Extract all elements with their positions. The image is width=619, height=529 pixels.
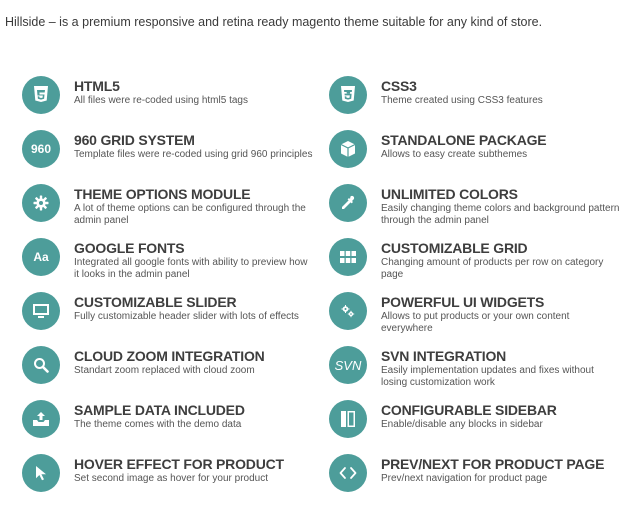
feature-title: SAMPLE DATA INCLUDED	[74, 402, 245, 418]
gear-icon	[22, 184, 60, 222]
feature-description: Allows to put products or your own content everywhere	[381, 311, 570, 334]
feature-title: PREV/NEXT FOR PRODUCT PAGE	[381, 456, 605, 472]
feature-description: Integrated all google fonts with ability to preview how it looks in the admin panel	[74, 257, 308, 280]
feature-item	[307, 400, 602, 454]
feature-description: Set second image as hover for your product	[74, 473, 268, 484]
icon-label: Aa	[33, 250, 49, 264]
feature-item	[307, 130, 602, 184]
icon-label: SVN	[334, 357, 362, 373]
feature-description: Fully customizable header slider with lots of effects	[74, 311, 299, 322]
box-icon	[329, 130, 367, 168]
font-icon	[22, 238, 60, 276]
feature-description: A lot of theme options can be configured through the admin panel	[74, 203, 306, 226]
eyedropper-icon	[329, 184, 367, 222]
feature-title: UNLIMITED COLORS	[381, 186, 518, 202]
feature-description: Easily implementation updates and fixes without losing customization work	[381, 365, 594, 388]
intro-text: Hillside – is a premium responsive and retina ready magento theme suitable for any kind of store.	[5, 15, 543, 29]
feature-description: Easily changing theme colors and background pattern through the admin panel	[381, 203, 619, 226]
feature-title: HOVER EFFECT FOR PRODUCT	[74, 456, 284, 472]
feature-description: The theme comes with the demo data	[74, 419, 242, 430]
html5-icon	[22, 76, 60, 114]
feature-description: Theme created using CSS3 features	[381, 95, 543, 106]
feature-item	[0, 292, 299, 346]
feature-item	[307, 184, 619, 238]
svn-icon	[329, 346, 367, 384]
feature-item	[0, 454, 295, 508]
feature-title: STANDALONE PACKAGE	[381, 132, 547, 148]
960-icon	[22, 130, 60, 168]
feature-title: 960 GRID SYSTEM	[74, 132, 195, 148]
feature-title: THEME OPTIONS MODULE	[74, 186, 251, 202]
feature-item	[0, 238, 308, 292]
monitor-icon	[22, 292, 60, 330]
feature-description: Enable/disable any blocks in sidebar	[381, 419, 543, 430]
feature-title: GOOGLE FONTS	[74, 240, 185, 256]
feature-title: HTML5	[74, 78, 120, 94]
feature-title: CLOUD ZOOM INTEGRATION	[74, 348, 265, 364]
feature-description: Prev/next navigation for product page	[381, 473, 548, 484]
grid-icon	[329, 238, 367, 276]
sidebar-icon	[329, 400, 367, 438]
feature-description: Allows to easy create subthemes	[381, 149, 528, 160]
feature-item	[0, 346, 295, 400]
feature-title: CUSTOMIZABLE SLIDER	[74, 294, 237, 310]
cursor-icon	[22, 454, 60, 492]
feature-title: SVN INTEGRATION	[381, 348, 507, 364]
feature-title: CONFIGURABLE SIDEBAR	[381, 402, 557, 418]
css3-icon	[329, 76, 367, 114]
feature-title: CSS3	[381, 78, 417, 94]
gears-icon	[329, 292, 367, 330]
feature-description: Changing amount of products per row on category page	[381, 257, 604, 280]
feature-title: CUSTOMIZABLE GRID	[381, 240, 528, 256]
feature-description: Standart zoom replaced with cloud zoom	[74, 365, 255, 376]
feature-item	[307, 238, 602, 292]
magnifier-icon	[22, 346, 60, 384]
feature-title: POWERFUL UI WIDGETS	[381, 294, 545, 310]
feature-item	[0, 76, 295, 130]
upload-tray-icon	[22, 400, 60, 438]
feature-item	[0, 400, 295, 454]
feature-item	[307, 346, 602, 400]
feature-item	[307, 292, 602, 346]
feature-item	[307, 76, 602, 130]
feature-description: All files were re-coded using html5 tags	[74, 95, 248, 106]
feature-item	[0, 184, 306, 238]
feature-item	[0, 130, 313, 184]
feature-description: Template files were re-coded using grid 960 principles	[74, 149, 313, 160]
feature-item	[307, 454, 605, 508]
prev-next-icon	[329, 454, 367, 492]
icon-label: 960	[30, 142, 52, 156]
